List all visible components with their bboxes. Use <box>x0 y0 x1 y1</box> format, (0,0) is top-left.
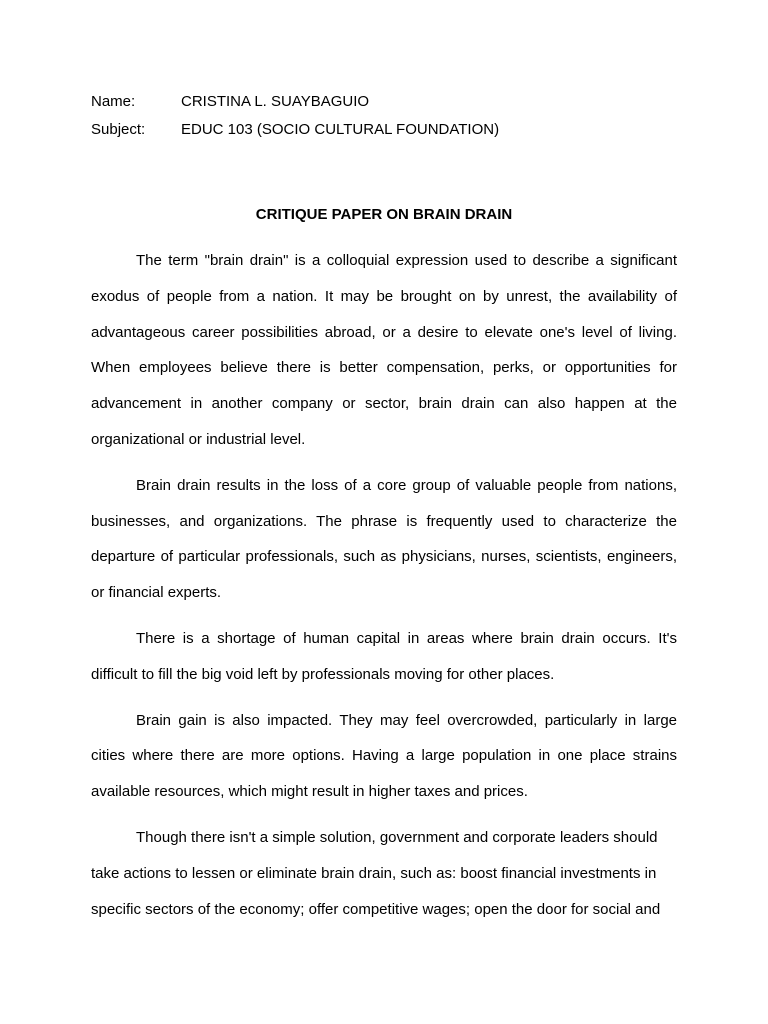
paragraph-2: Brain drain results in the loss of a core group of valuable people from nations, businesses, and organizations. The phrase is frequently used to characterize the departure of particular professionals, such as physicians, nurses, scientists, engineers, or financial experts. <box>91 476 677 602</box>
name-label: Name: <box>91 93 136 110</box>
document-body <box>91 243 677 937</box>
document-title: CRITIQUE PAPER ON BRAIN DRAIN <box>255 206 513 223</box>
paragraph-3: There is a shortage of human capital in areas where brain drain occurs. It's difficult to fill the big void left by professionals moving for other places. <box>91 629 677 683</box>
subject-value: EDUC 103 (SOCIO CULTURAL FOUNDATION) <box>181 121 500 138</box>
paragraph-5: Though there isn't a simple solution, government and corporate leaders should take actions to lessen or eliminate brain drain, such as: boost financial investments in specific sectors of the economy; offer competitive wages; open the door for social and <box>91 828 661 918</box>
subject-label: Subject: <box>91 121 146 138</box>
paragraph-4: Brain gain is also impacted. They may feel overcrowded, particularly in large cities where there are more options. Having a large population in one place strains available resources, which might result in higher taxes and prices. <box>91 711 677 801</box>
paragraph-1: The term "brain drain" is a colloquial expression used to describe a significant exodus of people from a nation. It may be brought on by unrest, the availability of advantageous career possibilities abroad, or a desire to elevate one's level of living. When employees believe there is better compensation, perks, or opportunities for advancement in another company or sector, brain drain can also happen at the organizational or industrial level. <box>91 252 677 448</box>
name-value: CRISTINA L. SUAYBAGUIO <box>181 93 370 110</box>
